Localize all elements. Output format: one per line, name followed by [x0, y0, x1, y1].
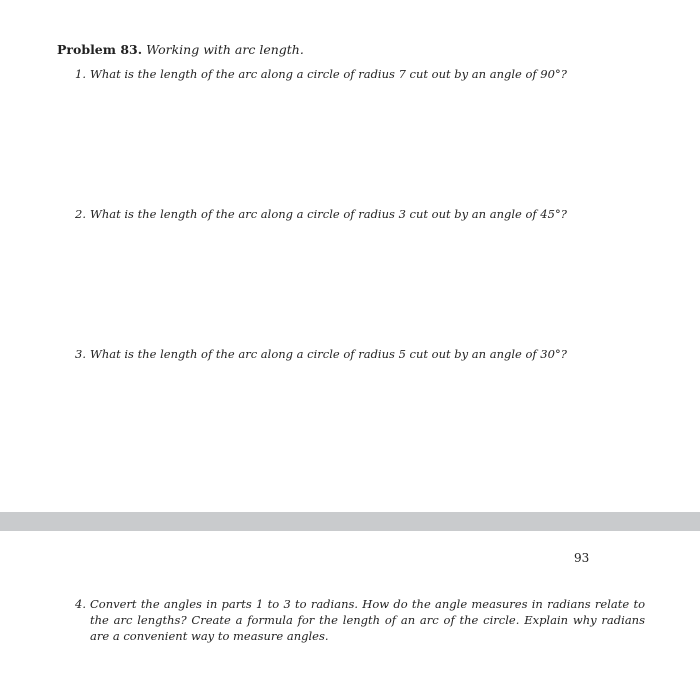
page-separator — [0, 512, 700, 531]
question-number: 1. — [75, 67, 86, 81]
question-number: 2. — [75, 207, 86, 221]
question-text: What is the length of the arc along a circle of radius 3 cut out by an angle of 45°? — [90, 207, 567, 221]
question-text: What is the length of the arc along a circle of radius 7 cut out by an angle of 90°? — [90, 67, 567, 81]
question-1 — [75, 66, 567, 82]
question-text: Convert the angles in parts 1 to 3 to radians. How do the angle measures in radians relate to the arc lengths? Create a formula for the length of an arc of the circle. Explain why radians are a convenient way to measure angles. — [90, 597, 645, 643]
question-3 — [75, 346, 567, 362]
question-number: 4. — [75, 597, 86, 611]
problem-heading — [57, 42, 304, 57]
problem-title: Working with arc length. — [146, 42, 304, 57]
question-text: What is the length of the arc along a circle of radius 5 cut out by an angle of 30°? — [90, 347, 567, 361]
question-number: 3. — [75, 347, 86, 361]
question-2 — [75, 206, 567, 222]
page-number: 93 — [574, 551, 590, 565]
question-4 — [75, 596, 645, 644]
problem-label: Problem 83. — [57, 42, 143, 57]
